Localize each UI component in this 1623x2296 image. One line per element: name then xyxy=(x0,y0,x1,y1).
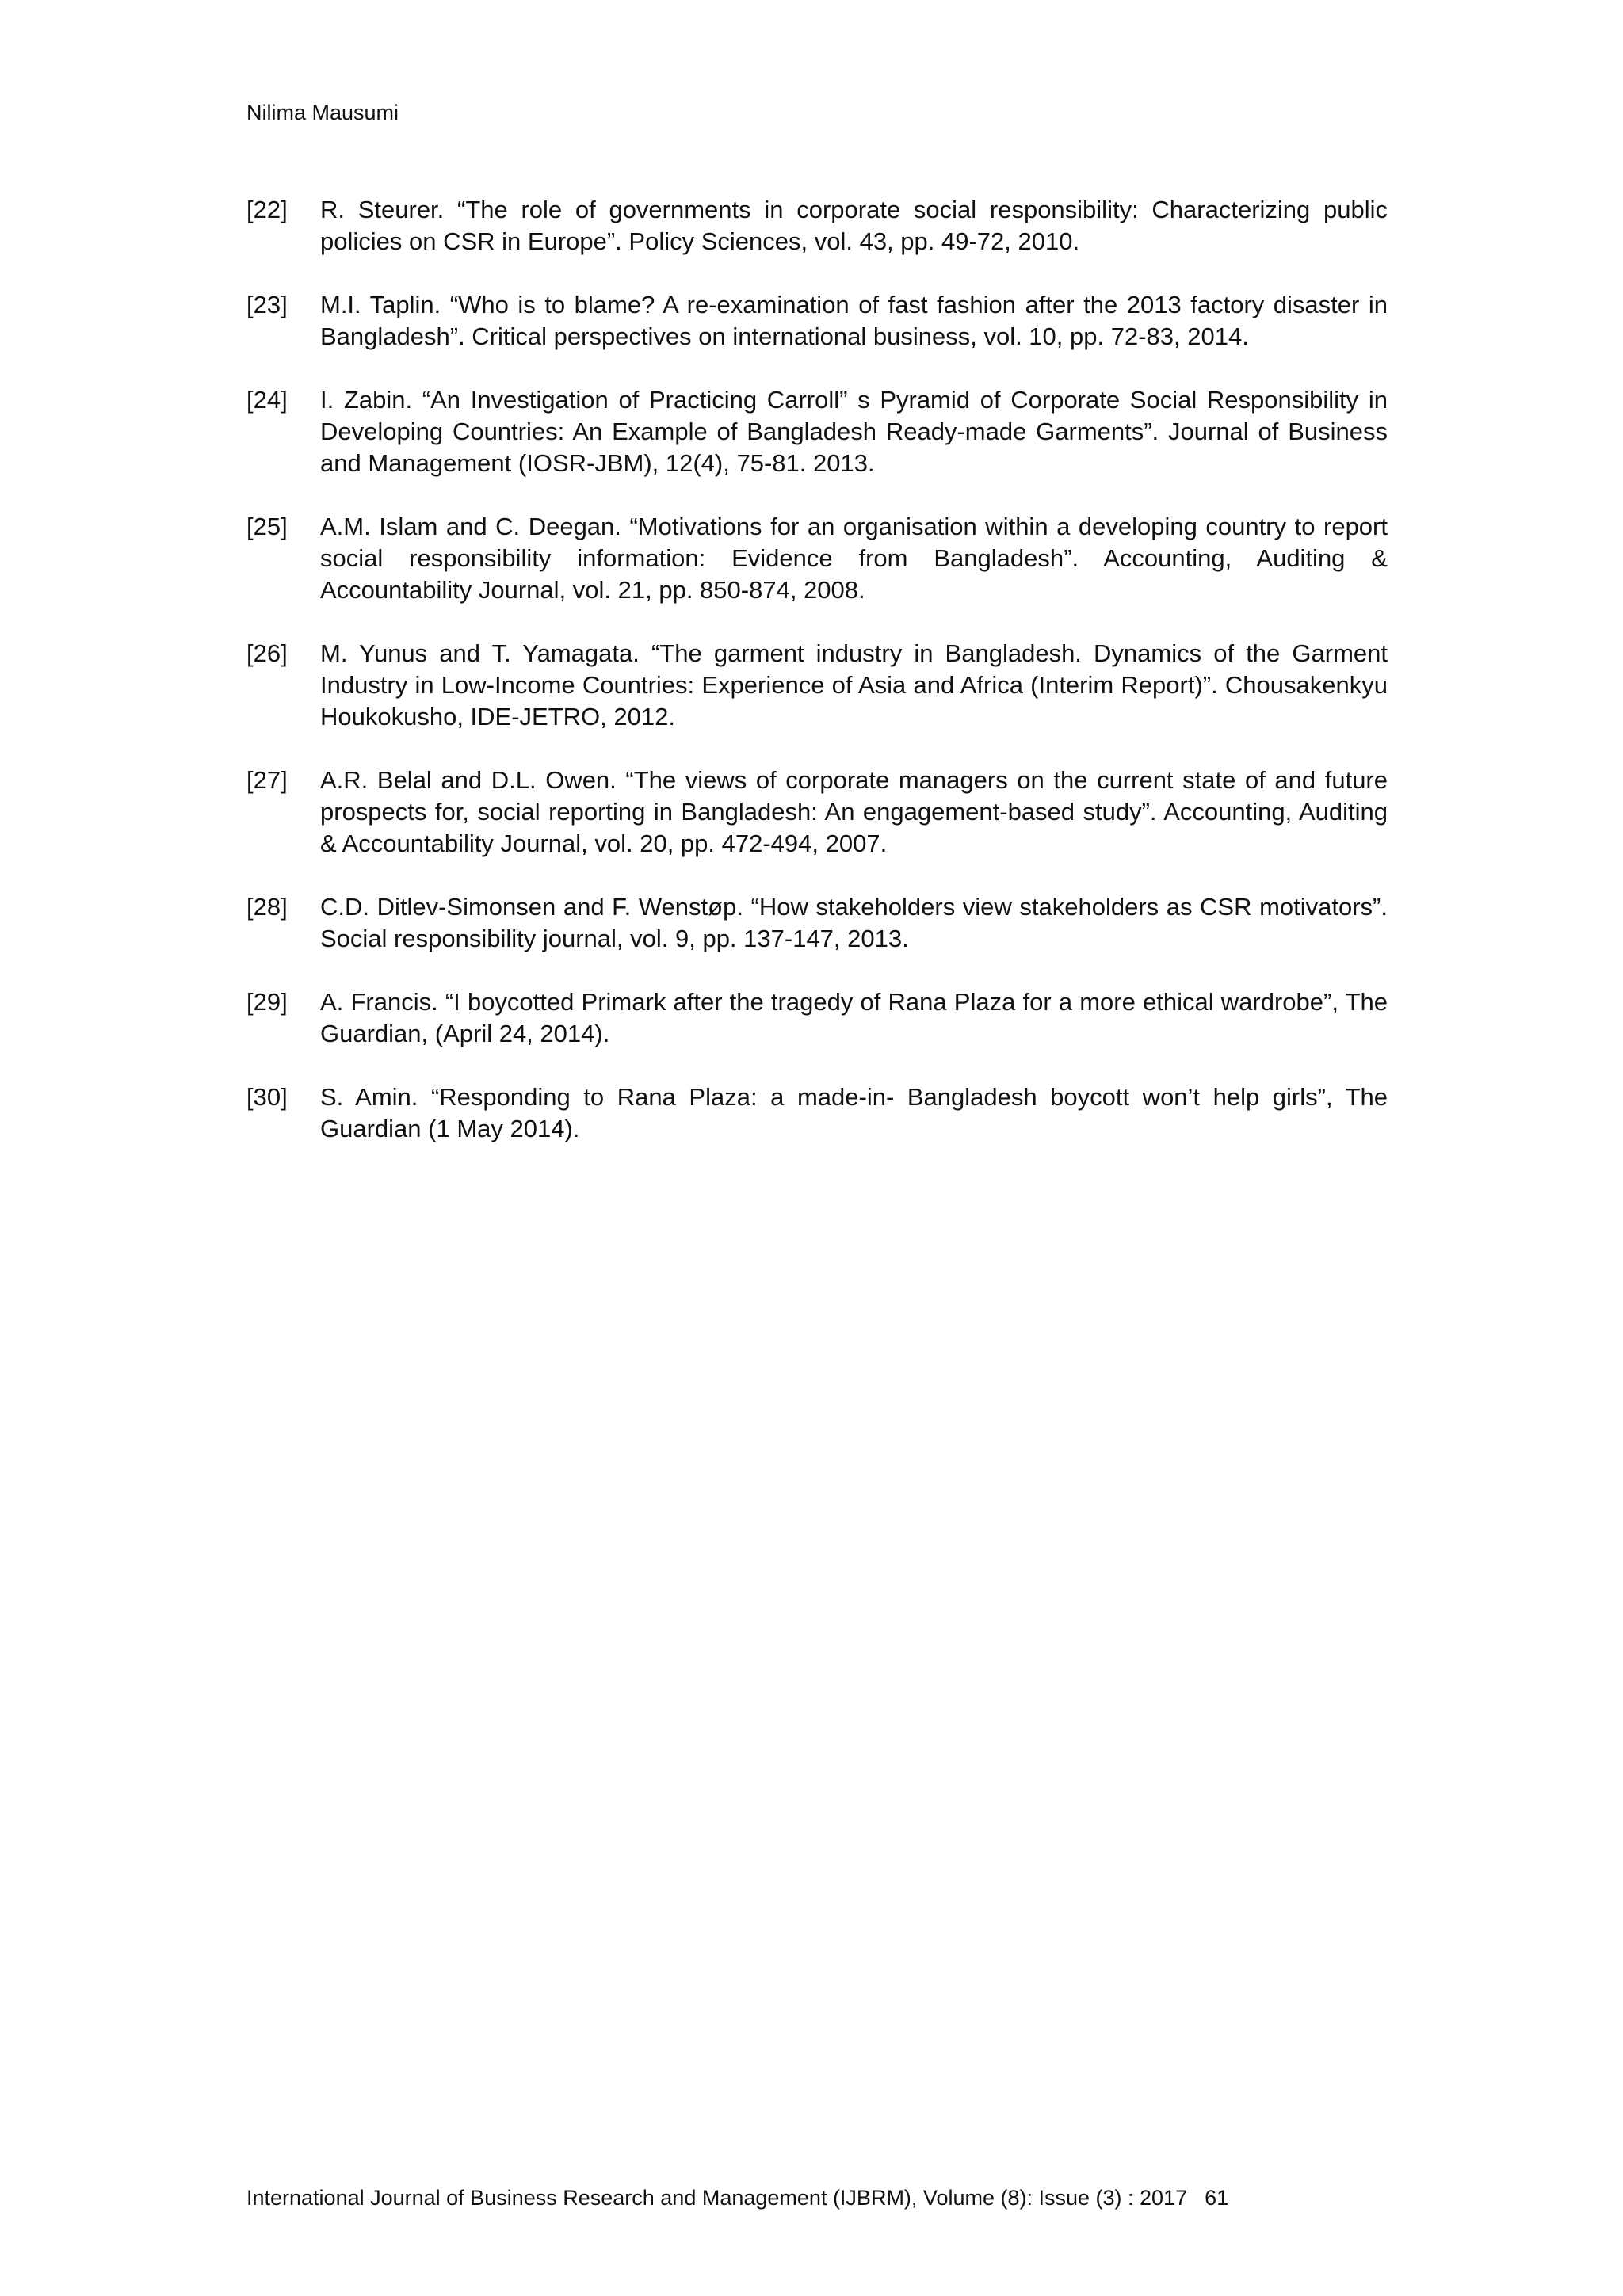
reference-text: M. Yunus and T. Yamagata. “The garment industry in Bangladesh. Dynamics of the Garment Industry in Low-Income Countries: Experience of Asia and Africa (Interim Report)”. Chousakenkyu Houkokusho, IDE-JETRO, 2012. xyxy=(320,639,1388,730)
reference-item xyxy=(246,289,1388,353)
reference-item xyxy=(246,986,1388,1050)
footer-journal-citation: International Journal of Business Research and Management (IJBRM), Volume (8): Issue (3) : 2017 xyxy=(246,2186,1188,2210)
reference-item xyxy=(246,511,1388,606)
page-number: 61 xyxy=(1205,2186,1229,2210)
reference-text: C.D. Ditlev-Simonsen and F. Wenstøp. “How stakeholders view stakeholders as CSR motivators”. Social responsibility journal, vol. 9, pp. 137-147, 2013. xyxy=(320,893,1388,952)
reference-number: [27] xyxy=(246,766,288,794)
reference-text: A. Francis. “I boycotted Primark after the tragedy of Rana Plaza for a more ethical wardrobe”, The Guardian, (April 24, 2014). xyxy=(320,988,1388,1047)
reference-item xyxy=(246,384,1388,479)
running-header-author: Nilima Mausumi xyxy=(246,101,399,124)
reference-text: R. Steurer. “The role of governments in corporate social responsibility: Characterizing public policies on CSR in Europe”. Policy Sciences, vol. 43, pp. 49-72, 2010. xyxy=(320,196,1388,255)
reference-list xyxy=(246,194,1388,1177)
reference-text: A.R. Belal and D.L. Owen. “The views of corporate managers on the current state of and future prospects for, social reporting in Bangladesh: An engagement-based study”. Accounting, Auditing & Accountability Journal, vol. 20, pp. 472-494, 2007. xyxy=(320,766,1388,857)
reference-text: M.I. Taplin. “Who is to blame? A re-examination of fast fashion after the 2013 factory disaster in Bangladesh”. Critical perspectives on international business, vol. 10, pp. 72-83, 2014. xyxy=(320,291,1388,350)
reference-number: [23] xyxy=(246,291,288,318)
reference-item xyxy=(246,765,1388,860)
reference-item xyxy=(246,891,1388,955)
reference-item xyxy=(246,1081,1388,1145)
reference-item xyxy=(246,194,1388,257)
reference-number: [26] xyxy=(246,639,288,667)
running-footer xyxy=(246,2183,1228,2212)
reference-number: [28] xyxy=(246,893,288,921)
reference-number: [25] xyxy=(246,513,288,540)
reference-number: [22] xyxy=(246,196,288,223)
reference-text: S. Amin. “Responding to Rana Plaza: a made-in- Bangladesh boycott won’t help girls”, The Guardian (1 May 2014). xyxy=(320,1083,1388,1142)
reference-item xyxy=(246,638,1388,733)
reference-number: [29] xyxy=(246,988,288,1016)
reference-text: A.M. Islam and C. Deegan. “Motivations for an organisation within a developing country to report social responsibility information: Evidence from Bangladesh”. Accounting, Auditing & Accountability Journal, vol. 21, pp. 850-874, 2008. xyxy=(320,513,1388,604)
reference-number: [24] xyxy=(246,386,288,414)
reference-number: [30] xyxy=(246,1083,288,1111)
reference-text: I. Zabin. “An Investigation of Practicing Carroll” s Pyramid of Corporate Social Responsibility in Developing Countries: An Example of Bangladesh Ready-made Garments”. Journal of Business and Management (IOSR-JBM), 12(4), 75-81. 2013. xyxy=(320,386,1388,477)
